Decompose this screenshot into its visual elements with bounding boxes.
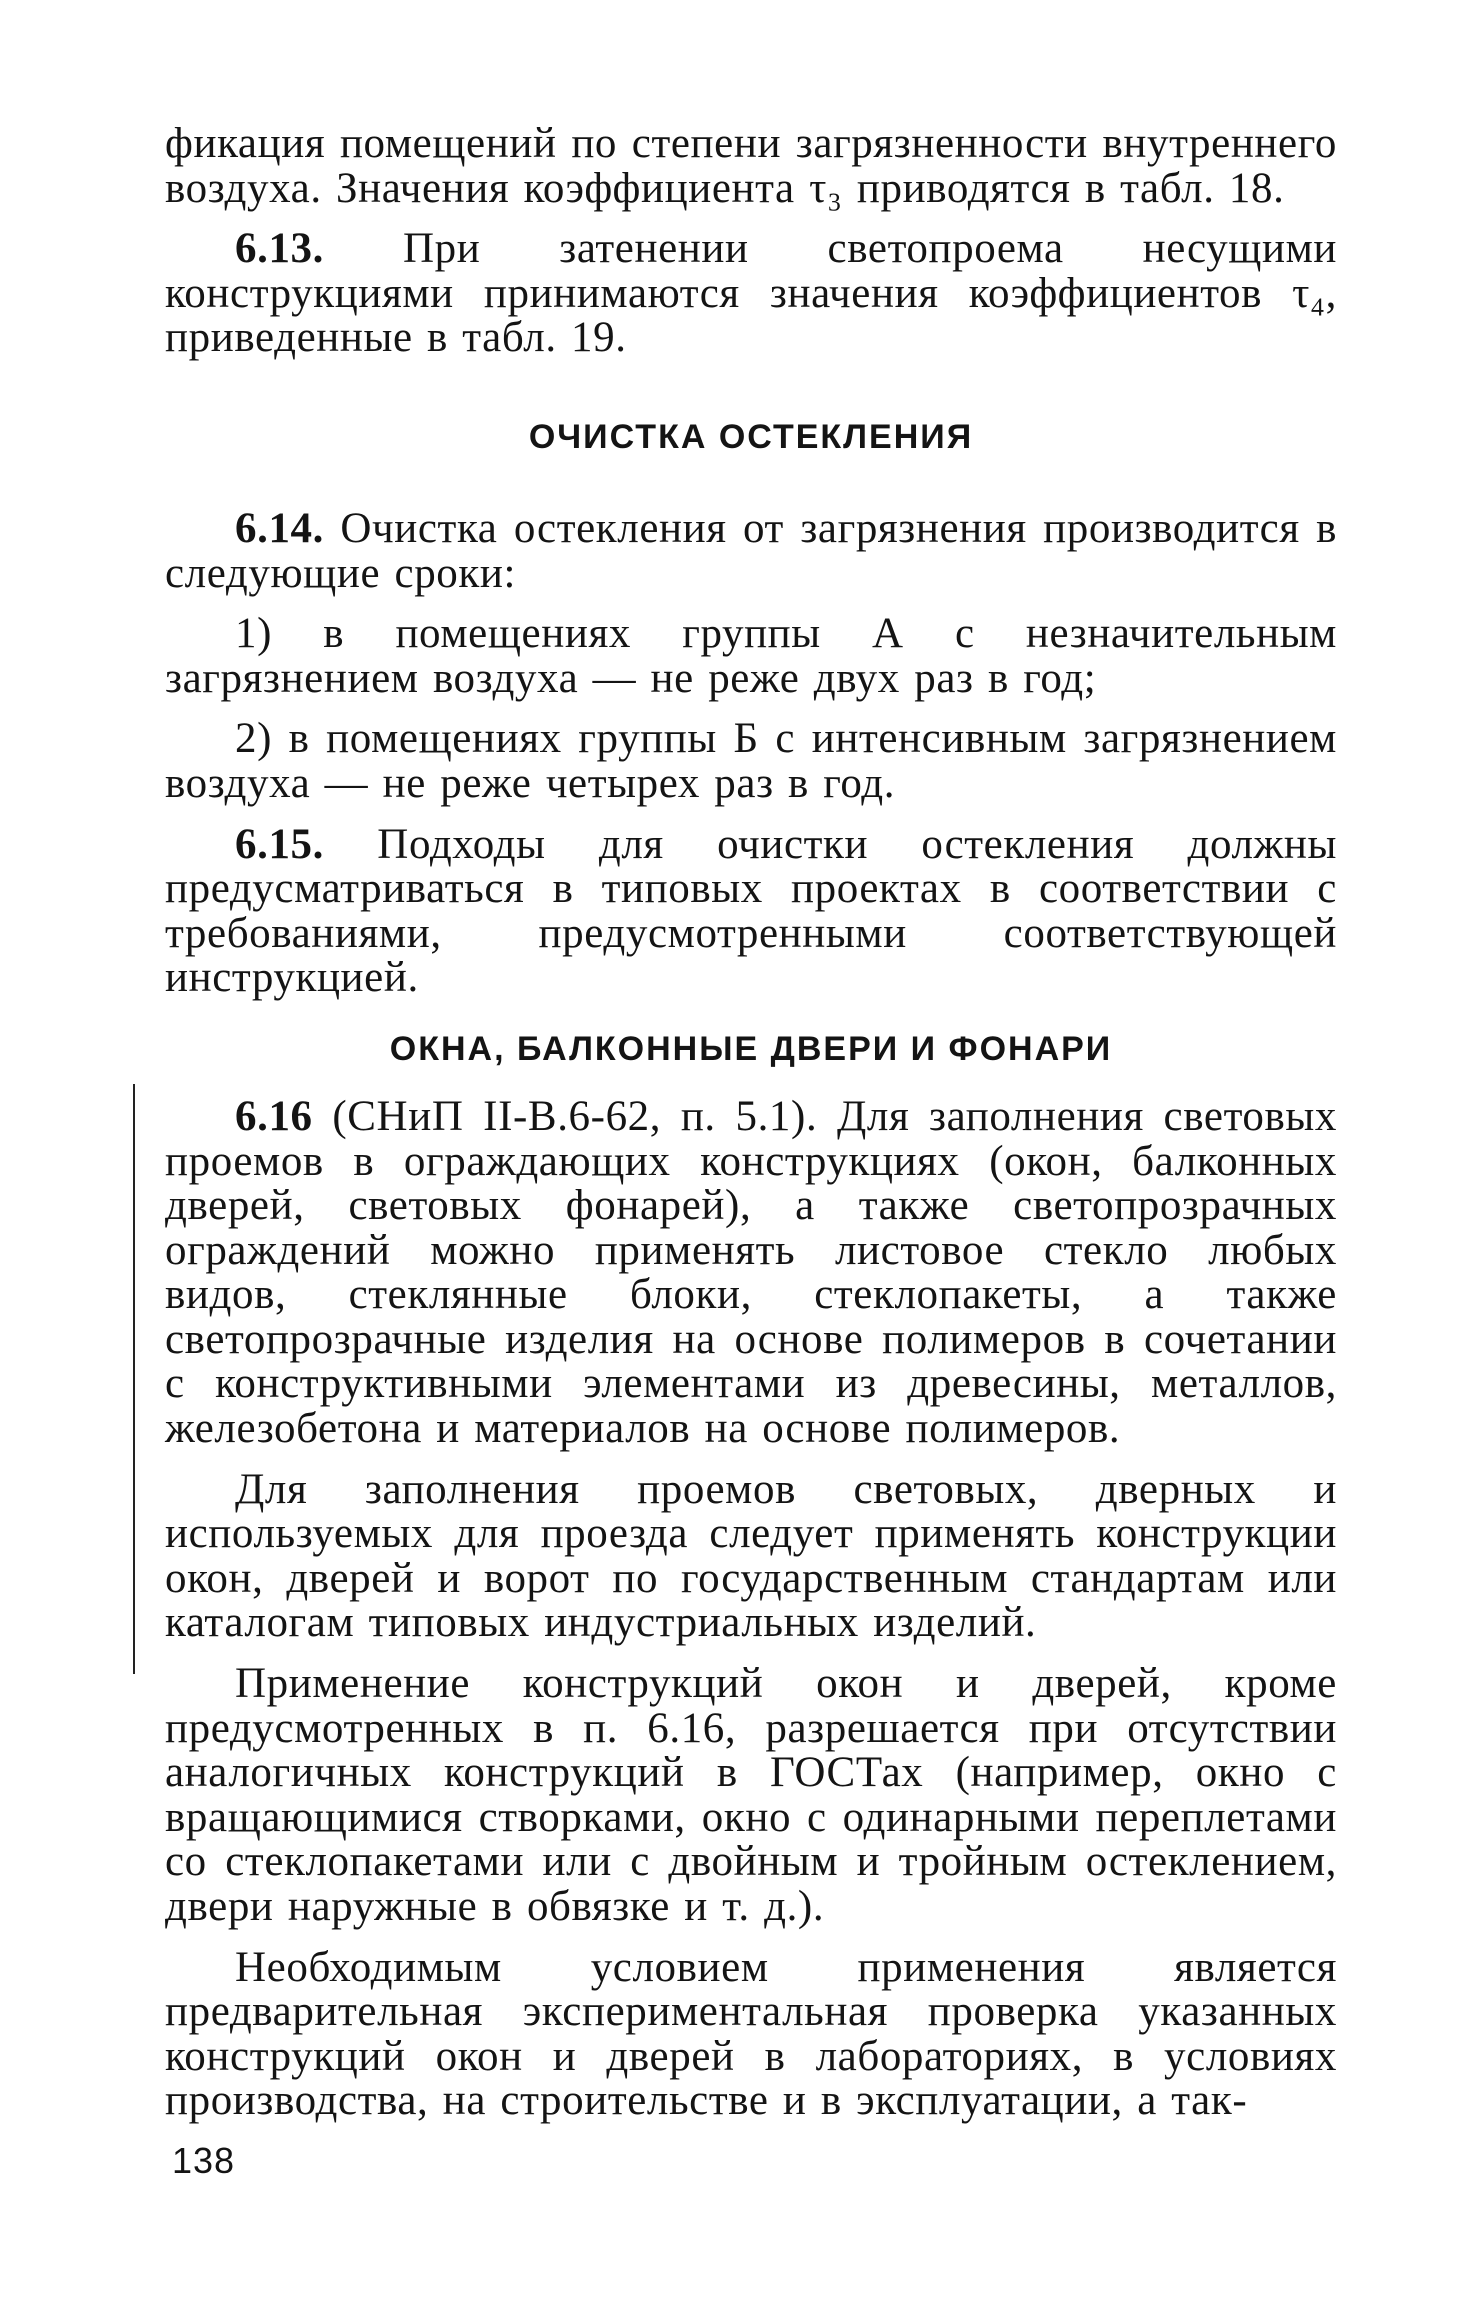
paragraph: Применение конструкций окон и дверей, кроме предусмотренных в п. 6.16, разрешается при отсутствии аналогичных конструкций в ГОСТах (например, окно с вращающимися створками, окно с одинарными переплетами со стеклопакетами или с двойным и тройным остеклением, двери наружные в обвязке и т. д.). [165,1660,1337,1930]
paragraph: Для заполнения проемов световых, дверных и используемых для проезда следует применять конструкции окон, дверей и ворот по государственным стандартам или каталогам типовых индустриальных изделий. [165,1465,1337,1647]
paragraph-text: (СНиП II-В.6-62, п. 5.1). Для заполнения световых проемов в ограждающих конструкциях (окон, балконных дверей, световых фонарей), а также светопрозрачных ограждений можно применять листовое стекло любых видов, стеклянные блоки, стеклопакеты, а также светопрозрачные изделия на основе полимеров в сочетании с конструктивными элементами из древесины, металлов, железобетона и материалов на основе полимеров. [165,1092,1337,1453]
list-item: 2) в помещениях группы Б с интенсивным загрязнением воздуха — не реже четырех раз в год. [165,715,1337,807]
page-number: 138 [172,2140,236,2181]
section-heading-windows: ОКНА, БАЛКОННЫЕ ДВЕРИ И ФОНАРИ [389,1029,1113,1068]
paragraph-text: При затенении светопроема несущими конструкциями принимаются значения коэффициентов τ₄, приведенные в табл. 19. [165,225,1337,362]
paragraph-6-16 [165,1092,1337,1453]
paragraph-6-13 [165,227,1337,361]
clause-number: 6.16 [235,1092,313,1140]
clause-number: 6.14. [235,504,324,552]
list-item: 1) в помещениях группы А с незначительным загрязнением воздуха — не реже двух раз в год; [165,610,1337,702]
paragraph-text: Подходы для очистки остекления должны предусматриваться в типовых проектах в соответствии с требованиями, предусмотренными соответствующей инструкцией. [165,820,1337,1002]
clause-number: 6.15. [235,820,324,868]
paragraph-continuation: фикация помещений по степени загрязненности внутреннего воздуха. Значения коэффициента τ₃ приводятся в табл. 18. [165,120,1337,212]
paragraph: Необходимым условием применения является предварительная экспериментальная проверка указанных конструкций окон и дверей в лабораториях, в условиях производства, на строительстве и в эксплуатации, а так- [165,1943,1337,2125]
paragraph-text: Очистка остекления от загрязнения производится в следующие сроки: [165,504,1337,597]
section-heading-cleaning: ОЧИСТКА ОСТЕКЛЕНИЯ [528,417,974,456]
page-body [165,122,1337,2124]
paragraph-6-14 [165,504,1337,597]
revision-margin-bar [133,1084,135,1674]
clause-number: 6.13. [235,225,324,273]
paragraph-6-15 [165,820,1337,1002]
